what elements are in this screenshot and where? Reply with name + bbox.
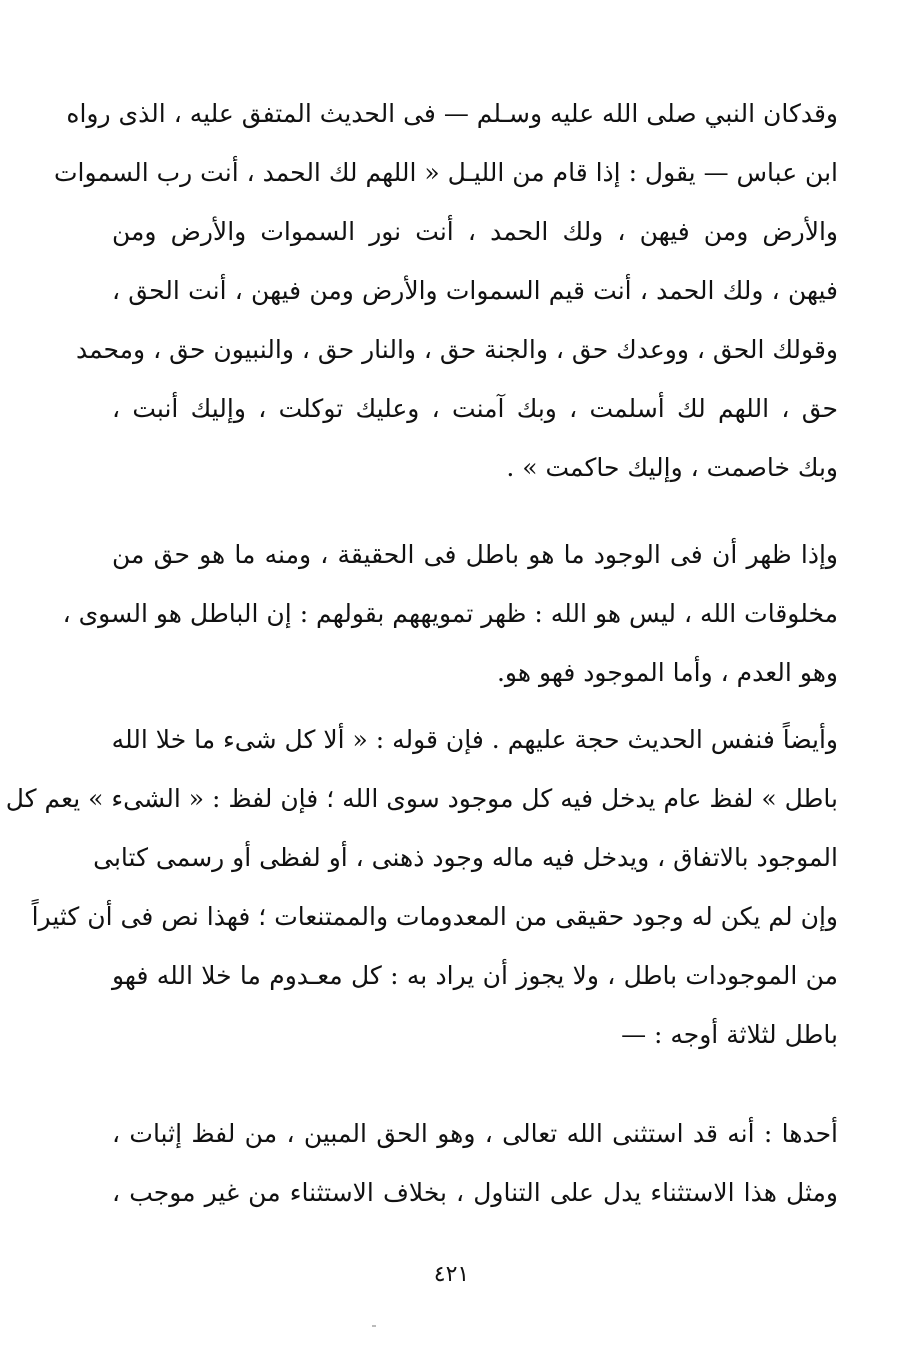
text-line: الموجود بالاتفاق ، ويدخل فيه ماله وجود ذهنى ، أو لفظى أو رسمى كتابى xyxy=(93,843,838,872)
text-line: والأرض ومن فيهن ، ولك الحمد ، أنت نور السموات والأرض ومن xyxy=(112,217,838,246)
paragraph-4 xyxy=(112,1104,838,1222)
page-number: ٤٢١ xyxy=(433,1262,470,1287)
paragraph-3 xyxy=(5,710,838,1064)
text-line: ومثل هذا الاستثناء يدل على التناول ، بخلاف الاستثناء من غير موجب ، xyxy=(112,1178,838,1207)
text-line: وأيضاً فنفس الحديث حجة عليهم . فإن قوله : « ألا كل شىء ما خلا الله xyxy=(111,725,838,754)
text-line: وهو العدم ، وأما الموجود فهو هو. xyxy=(496,658,838,687)
scan-speck xyxy=(372,1325,376,1327)
text-line: وبك خاصمت ، وإليك حاكمت » . xyxy=(506,453,838,482)
paragraph-1 xyxy=(53,84,838,497)
text-line: باطل » لفظ عام يدخل فيه كل موجود سوى الله ؛ فإن لفظ : « الشىء » يعم كل xyxy=(5,784,838,813)
text-line: فيهن ، ولك الحمد ، أنت قيم السموات والأرض ومن فيهن ، أنت الحق ، xyxy=(112,276,838,305)
text-line: وإن لم يكن له وجود حقيقى من المعدومات والممتنعات ؛ فهذا نص فى أن كثيراً xyxy=(31,902,838,931)
text-line: ابن عباس — يقول : إذا قام من الليـل « اللهم لك الحمد ، أنت رب السموات xyxy=(53,158,838,187)
text-line: وقدكان النبي صلى الله عليه وسـلم — فى الحديث المتفق عليه ، الذى رواه xyxy=(66,99,838,128)
text-line: وقولك الحق ، ووعدك حق ، والجنة حق ، والنار حق ، والنبيون حق ، ومحمد xyxy=(75,335,838,364)
text-line: حق ، اللهم لك أسلمت ، وبك آمنت ، وعليك توكلت ، وإليك أنبت ، xyxy=(112,394,838,423)
text-line: مخلوقات الله ، ليس هو الله : ظهر تمويههم بقولهم : إن الباطل هو السوى ، xyxy=(62,599,838,628)
paragraph-2 xyxy=(62,525,838,702)
text-line: أحدها : أنه قد استثنى الله تعالى ، وهو الحق المبين ، من لفظ إثبات ، xyxy=(112,1119,838,1148)
text-line: من الموجودات باطل ، ولا يجوز أن يراد به : كل معـدوم ما خلا الله فهو xyxy=(112,961,838,990)
text-line: باطل لثلاثة أوجه : — xyxy=(621,1020,838,1049)
text-line: وإذا ظهر أن فى الوجود ما هو باطل فى الحقيقة ، ومنه ما هو حق من xyxy=(112,540,838,569)
